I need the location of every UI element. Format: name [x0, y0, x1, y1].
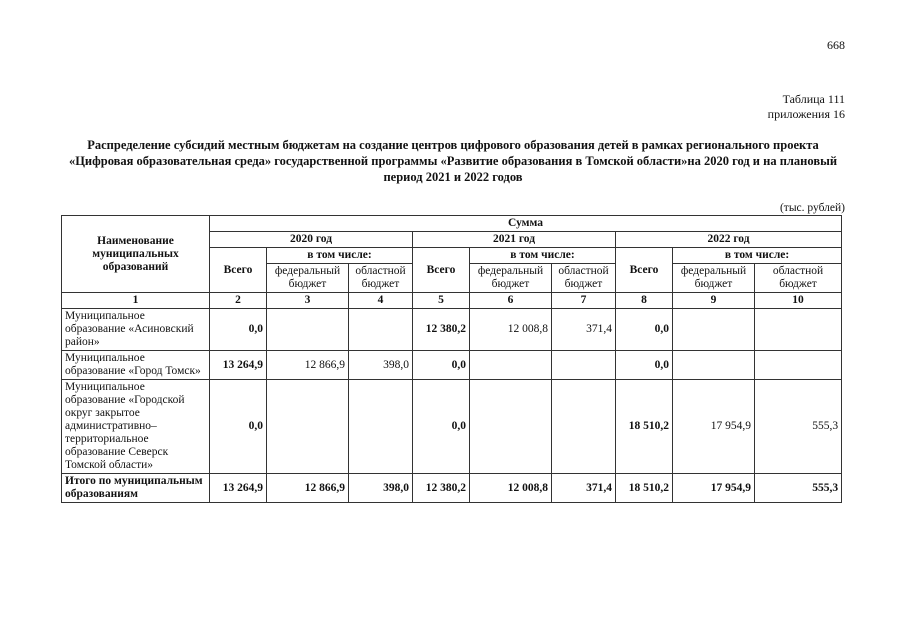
municipality-name: Муниципальное образование «Асиновский район» — [62, 309, 210, 351]
header-federal-2022: федеральный бюджет — [673, 264, 755, 293]
total-2021-cell: 12 380,2 — [413, 309, 470, 351]
subsidies-table — [61, 215, 842, 503]
page-number: 668 — [827, 38, 845, 52]
appendix-label: приложения 16 — [767, 107, 845, 121]
header-including-2020: в том числе: — [267, 248, 413, 264]
regional-2022-cell: 555,3 — [755, 380, 842, 474]
header-including-2021: в том числе: — [470, 248, 616, 264]
column-number: 2 — [210, 293, 267, 309]
units-label: (тыс. рублей) — [779, 202, 845, 214]
header-federal-2021: федеральный бюджет — [470, 264, 552, 293]
federal-2022-cell — [673, 351, 755, 380]
regional-2021-cell — [552, 380, 616, 474]
column-number: 4 — [349, 293, 413, 309]
total-2021-cell: 0,0 — [413, 351, 470, 380]
regional-2020-cell: 398,0 — [349, 351, 413, 380]
federal-2021-cell — [470, 351, 552, 380]
regional-2022-cell: 555,3 — [755, 474, 842, 503]
table-label: Таблица 111 — [782, 92, 845, 106]
total-2020-cell: 13 264,9 — [210, 474, 267, 503]
regional-2022-cell — [755, 309, 842, 351]
regional-2020-cell: 398,0 — [349, 474, 413, 503]
regional-2021-cell: 371,4 — [552, 309, 616, 351]
header-year-2021: 2021 год — [413, 232, 616, 248]
federal-2020-cell — [267, 380, 349, 474]
regional-2022-cell — [755, 351, 842, 380]
regional-2020-cell — [349, 309, 413, 351]
federal-2021-cell: 12 008,8 — [470, 309, 552, 351]
regional-2021-cell: 371,4 — [552, 474, 616, 503]
header-year-2022: 2022 год — [616, 232, 842, 248]
total-row-label: Итого по муниципальным образованиям — [62, 474, 210, 503]
table-reference — [768, 92, 845, 122]
header-name-column: Наименование муниципальных образований — [62, 216, 210, 293]
federal-2020-cell: 12 866,9 — [267, 474, 349, 503]
total-2022-cell: 18 510,2 — [616, 380, 673, 474]
table-row — [62, 351, 842, 380]
federal-2022-cell: 17 954,9 — [673, 380, 755, 474]
document-title: Распределение субсидий местным бюджетам на создание центров цифрового образования детей в рамках регионального проекта «Цифровая образовательная среда» государственной программы «Развитие образования в Томской области»на 2020 год и на плановый период 2021 и 2022 годов — [68, 138, 838, 184]
column-number: 10 — [755, 293, 842, 309]
federal-2020-cell: 12 866,9 — [267, 351, 349, 380]
header-total-2022: Всего — [616, 248, 673, 293]
header-total-2021: Всего — [413, 248, 470, 293]
column-number: 9 — [673, 293, 755, 309]
header-regional-2021: областной бюджет — [552, 264, 616, 293]
municipality-name: Муниципальное образование «Городской округ закрытое административно–территориальное образование Северск Томской области» — [62, 380, 210, 474]
header-regional-2020: областной бюджет — [349, 264, 413, 293]
column-number-row — [62, 293, 842, 309]
column-number: 7 — [552, 293, 616, 309]
header-sum: Сумма — [210, 216, 842, 232]
header-federal-2020: федеральный бюджет — [267, 264, 349, 293]
total-2022-cell: 18 510,2 — [616, 474, 673, 503]
total-2020-cell: 0,0 — [210, 309, 267, 351]
total-2022-cell: 0,0 — [616, 351, 673, 380]
regional-2020-cell — [349, 380, 413, 474]
federal-2021-cell — [470, 380, 552, 474]
total-2020-cell: 0,0 — [210, 380, 267, 474]
federal-2022-cell: 17 954,9 — [673, 474, 755, 503]
municipality-name: Муниципальное образование «Город Томск» — [62, 351, 210, 380]
column-number: 6 — [470, 293, 552, 309]
column-number: 1 — [62, 293, 210, 309]
header-year-2020: 2020 год — [210, 232, 413, 248]
column-number: 8 — [616, 293, 673, 309]
total-2021-cell: 12 380,2 — [413, 474, 470, 503]
regional-2021-cell — [552, 351, 616, 380]
table-row — [62, 380, 842, 474]
header-total-2020: Всего — [210, 248, 267, 293]
federal-2021-cell: 12 008,8 — [470, 474, 552, 503]
column-number: 5 — [413, 293, 470, 309]
federal-2022-cell — [673, 309, 755, 351]
total-2021-cell: 0,0 — [413, 380, 470, 474]
header-regional-2022: областной бюджет — [755, 264, 842, 293]
header-including-2022: в том числе: — [673, 248, 842, 264]
total-row — [62, 474, 842, 503]
federal-2020-cell — [267, 309, 349, 351]
column-number: 3 — [267, 293, 349, 309]
total-2020-cell: 13 264,9 — [210, 351, 267, 380]
table-row — [62, 309, 842, 351]
total-2022-cell: 0,0 — [616, 309, 673, 351]
